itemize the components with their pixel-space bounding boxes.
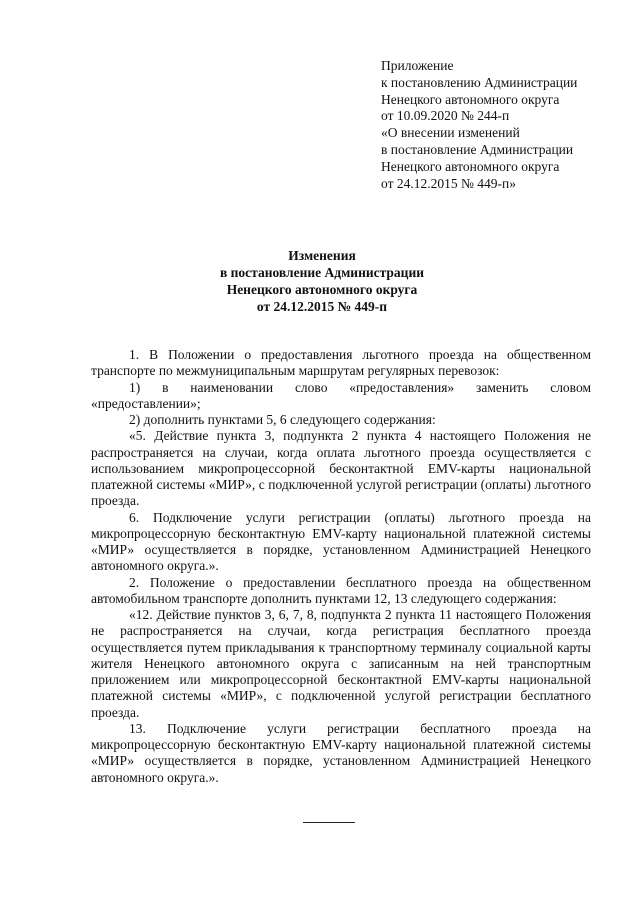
appendix-line: от 24.12.2015 № 449-п»	[381, 175, 516, 191]
title-line: в постановление Администрации	[219, 265, 425, 280]
appendix-line: Ненецкого автономного округа	[381, 91, 560, 107]
paragraph: «5. Действие пункта 3, подпункта 2 пункта 4 настоящего Положения не распространяется на случаи, когда оплата льготного проезда осуществляется с использованием микропроцессорной бесконтактной EMV-карты национальной платежной системы «МИР», с подключенной услугой регистрации (оплаты) льготного проезда.	[91, 428, 591, 509]
appendix-header	[381, 58, 621, 192]
appendix-line: к постановлению Администрации	[381, 74, 578, 90]
appendix-line: Приложение	[381, 58, 454, 73]
paragraph: 1. В Положении о предоставления льготного проезда на общественном транспорте по межмуниципальным маршрутам регулярных перевозок:	[91, 347, 591, 379]
paragraph: 13. Подключение услуги регистрации бесплатного проезда на микропроцессорную бесконтактную EMV-карту национальной платежной системы «МИР» осуществляется в порядке, установленном Администрацией Ненецкого автономного округа.».	[91, 720, 591, 785]
title-line: Ненецкого автономного округа	[226, 282, 418, 297]
appendix-line: в постановление Администрации	[381, 141, 574, 157]
document-body	[91, 347, 591, 786]
title-line: от 24.12.2015 № 449-п	[256, 299, 388, 314]
end-divider	[303, 822, 355, 823]
appendix-line: Ненецкого автономного округа	[381, 158, 560, 174]
paragraph: 1) в наименовании слово «предоставления» заменить словом «предоставлении»;	[91, 379, 591, 411]
paragraph: 2. Положение о предоставлении бесплатного проезда на общественном автомобильном транспорте дополнить пунктами 12, 13 следующего содержания:	[91, 574, 591, 606]
appendix-line: «О внесении изменений	[381, 125, 520, 141]
paragraph: 6. Подключение услуги регистрации (оплаты) льготного проезда на микропроцессорную бесконтактную EMV-карту национальной платежной системы «МИР» осуществляется в порядке, установленном Администрацией Ненецкого автономного округа.».	[91, 509, 591, 574]
document-title	[180, 247, 464, 315]
appendix-line: от 10.09.2020 № 244-п	[381, 108, 510, 124]
title-line: Изменения	[288, 248, 356, 263]
paragraph: 2) дополнить пунктами 5, 6 следующего содержания:	[129, 412, 436, 427]
paragraph: «12. Действие пунктов 3, 6, 7, 8, подпункта 2 пункта 11 настоящего Положения не распространяется на случаи, когда регистрация бесплатного проезда осуществляется путем прикладывания к транспортному терминалу социальной карты жителя Ненецкого автономного округа с записанным на ней транспортным приложением или микропроцессорной бесконтактной EMV-карты национальной платежной системы «МИР», с подключенной услугой регистрации бесплатного проезда.	[91, 607, 591, 720]
